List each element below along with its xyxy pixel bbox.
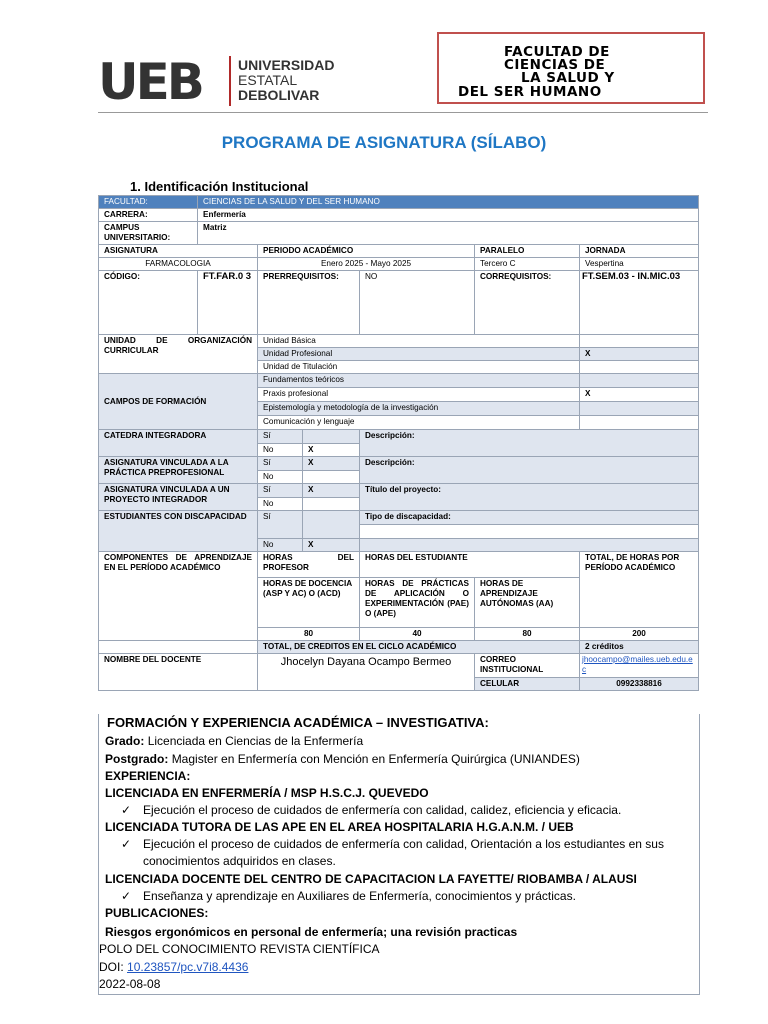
campos-label: CAMPOS DE FORMACIÓN [99,374,258,430]
practica-no: No [258,471,303,484]
faculty-line2: CIENCIAS DE [504,57,606,73]
unidad-label: UNIDAD DE ORGANIZACIÓN CURRICULAR [99,335,258,374]
exp1-title: LICENCIADA EN ENFERMERÍA / MSP H.S.C.J. QUEVEDO [105,786,429,800]
correq-label: CORREQUISITOS: [475,271,580,335]
horas-profesor: HORAS DEL PROFESOR [258,552,360,578]
carrera-value: Enfermería [198,209,699,222]
logo-line2: ESTATAL [238,72,298,88]
grado-line [105,733,363,750]
bio-heading: FORMACIÓN Y EXPERIENCIA ACADÉMICA – INVESTIGATIVA: [107,715,489,730]
bio-section [98,714,700,995]
faculty-line4: DEL SER HUMANO [458,84,602,100]
discapacidad-label: ESTUDIANTES CON DISCAPACIDAD [99,511,258,552]
postgrado-line [105,751,580,768]
creditos-value: 2 créditos [580,641,699,654]
faculty-line3: LA SALUD Y [521,70,615,86]
logo-divider [229,56,231,106]
logo-line3: DEBOLIVAR [238,87,320,103]
paralelo-header: PARALELO [475,245,580,258]
proyecto-si: Sí [258,484,303,498]
codigo-value: FT.FAR.0 3 [198,271,258,335]
grado-label: Grado: [105,734,145,748]
exp2-item-line1: Ejecución el proceso de cuidados de enfermería con calidad, Orientación a los estudiantes en sus [143,837,664,851]
exp3-item: Enseñanza y aprendizaje en Auxiliares de Enfermería, conocimientos y prácticas. [143,889,576,903]
periodo-value: Enero 2025 - Mayo 2025 [258,258,475,271]
paralelo-value: Tercero C [475,258,580,271]
page-title: PROGRAMA DE ASIGNATURA (SÍLABO) [221,133,547,152]
tipo-discapacidad: Tipo de discapacidad: [360,511,699,525]
periodo-header: PERIODO ACADÉMICO [258,245,475,258]
campus-value: Matriz [198,222,699,245]
prerreq-label: PRERREQUISITOS: [258,271,360,335]
docente-label: NOMBRE DEL DOCENTE [99,654,258,691]
catedra-descripcion: Descripción: [360,430,699,457]
prerreq-value: NO [360,271,475,335]
horas-autonomas-label: HORAS DE APRENDIZAJE AUTÓNOMAS (AA) [475,578,580,628]
check-icon: ✓ [121,889,132,903]
campo-comunicacion: Comunicación y lenguaje [258,416,580,430]
correo-link[interactable]: jhoocampo@mailes.ueb.edu.ec [580,654,699,678]
jornada-header: JORNADA [580,245,699,258]
unidad-basica: Unidad Básica [258,335,580,348]
doi-link[interactable]: 10.23857/pc.v7i8.4436 [127,960,249,974]
celular-value: 0992338816 [580,678,699,691]
asignatura-header: ASIGNATURA [99,245,258,258]
vinc-practica-label: ASIGNATURA VINCULADA A LA PRÁCTICA PREPROFESIONAL [99,457,258,484]
titulo-proyecto: Título del proyecto: [360,484,699,511]
horas-practicas-value: 40 [360,628,475,641]
total-horas-label: TOTAL, DE HORAS POR PERÍODO ACADÉMICO [580,552,699,628]
facultad-value: CIENCIAS DE LA SALUD Y DEL SER HUMANO [198,196,699,209]
catedra-no: No [258,444,303,457]
exp2-item-line2: conocimientos adquiridos en clases. [143,854,336,868]
componentes-label: COMPONENTES DE APRENDIZAJE EN EL PERÍODO ACADÉMICO [99,552,258,641]
discapacidad-si: Sí [258,511,303,539]
discapacidad-no: No [258,539,303,552]
identification-table [98,195,699,691]
faculty-line1: FACULTAD DE [504,44,610,60]
total-horas-value: 200 [580,628,699,641]
grado-value: Licenciada en Ciencias de la Enfermería [147,734,364,748]
campo-fundamentos: Fundamentos teóricos [258,374,580,388]
exp2-title: LICENCIADA TUTORA DE LAS APE EN EL AREA HOSPITALARIA H.G.A.N.M. / UEB [105,820,574,834]
publicaciones-heading: PUBLICACIONES: [105,906,209,920]
horas-estudiante: HORAS DEL ESTUDIANTE [360,552,580,578]
publication-title: Riesgos ergonómicos en personal de enfermería; una revisión practicas [105,925,518,939]
campo-praxis-mark: X [580,388,699,402]
postgrado-value: Magister en Enfermería con Mención en Enfermería Quirúrgica (UNIANDES) [171,752,580,766]
horas-docencia-value: 80 [258,628,360,641]
campus-label: CAMPUS UNIVERSITARIO: [99,222,198,245]
check-icon: ✓ [121,837,132,851]
catedra-si: Sí [258,430,303,444]
asignatura-value: FARMACOLOGIA [99,258,258,271]
section-heading: 1. Identificación Institucional [130,179,309,194]
publication-journal: POLO DEL CONOCIMIENTO REVISTA CIENTÍFICA [99,942,380,956]
correq-value: FT.SEM.03 - IN.MIC.03 [580,271,699,335]
vinc-proyecto-label: ASIGNATURA VINCULADA A UN PROYECTO INTEGRADOR [99,484,258,511]
exp3-title: LICENCIADA DOCENTE DEL CENTRO DE CAPACITACION LA FAYETTE/ RIOBAMBA / ALAUSI [105,872,637,886]
campo-praxis: Praxis profesional [258,388,580,402]
faculty-box [437,32,705,104]
header-rule [98,112,708,113]
check-icon: ✓ [121,803,132,817]
unidad-profesional-mark: X [580,348,699,361]
facultad-label: FACULTAD: [99,196,198,209]
logo-line1: UNIVERSIDAD [238,57,335,73]
experiencia-heading: EXPERIENCIA: [105,769,191,783]
unidad-profesional: Unidad Profesional [258,348,580,361]
correo-label: CORREO INSTITUCIONAL [475,654,580,678]
codigo-label: CÓDIGO: [99,271,198,335]
proyecto-si-mark: X [303,484,360,498]
proyecto-no: No [258,498,303,511]
creditos-label: TOTAL, DE CREDITOS EN EL CICLO ACADÉMICO [258,641,580,654]
unidad-titulacion: Unidad de Titulación [258,361,580,374]
jornada-value: Vespertina [580,258,699,271]
discapacidad-no-mark: X [303,539,360,552]
practica-descripcion: Descripción: [360,457,699,484]
doi-label: DOI: [99,960,124,974]
horas-docencia-label: HORAS DE DOCENCIA (ASP Y AC) O (ACD) [258,578,360,628]
docente-name: Jhocelyn Dayana Ocampo Bermeo [258,654,475,691]
celular-label: CELULAR [475,678,580,691]
logo-text [238,58,334,103]
logo-mark: UEB [98,53,202,111]
practica-si: Sí [258,457,303,471]
postgrado-label: Postgrado: [105,752,169,766]
horas-autonomas-value: 80 [475,628,580,641]
horas-practicas-label: HORAS DE PRÁCTICAS DE APLICACIÓN O EXPERIMENTACIÓN (PAE) O (APE) [360,578,475,628]
carrera-label: CARRERA: [99,209,198,222]
catedra-no-mark: X [303,444,360,457]
catedra-label: CATEDRA INTEGRADORA [99,430,258,457]
campo-epistemologia: Epistemología y metodología de la investigación [258,402,580,416]
practica-si-mark: X [303,457,360,471]
doi-line [99,959,248,976]
exp1-item: Ejecución el proceso de cuidados de enfermería con calidad, calidez, eficiencia y eficacia. [143,803,622,817]
publication-date: 2022-08-08 [99,977,161,991]
